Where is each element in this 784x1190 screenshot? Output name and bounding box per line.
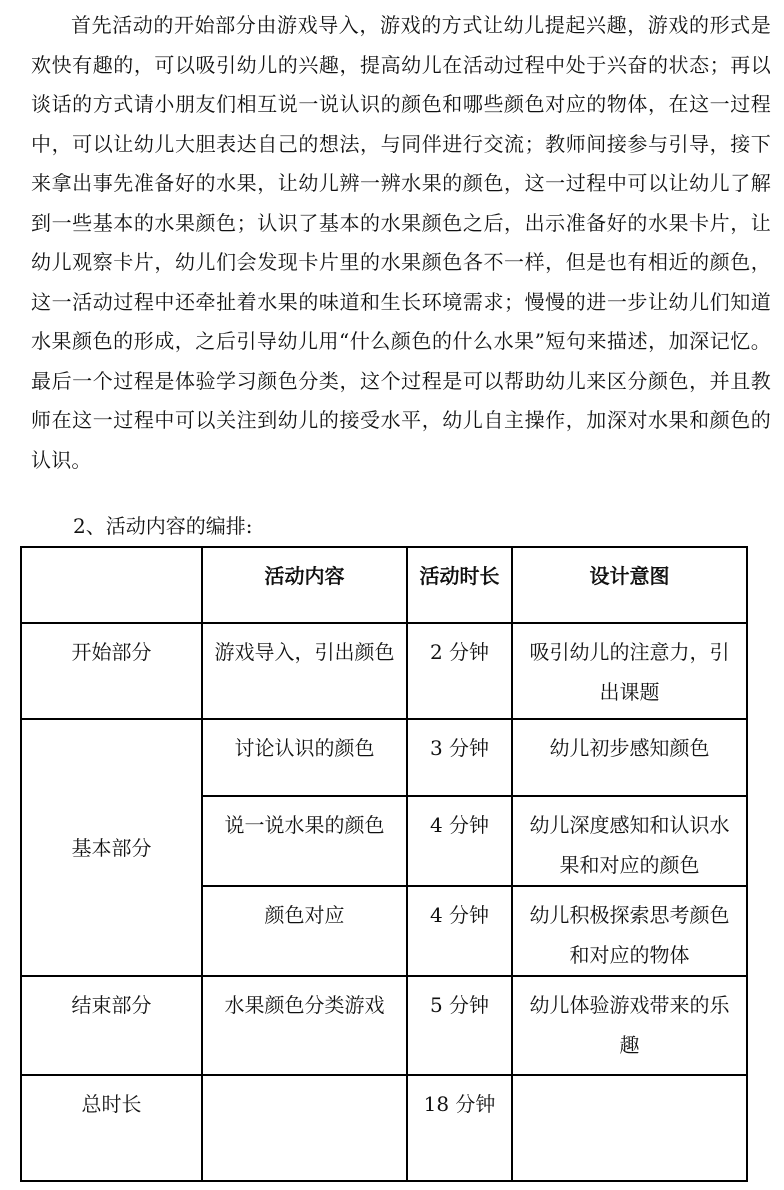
activity-duration-cell: 4 分钟 [407,886,512,976]
header-cell-duration: 活动时长 [407,547,512,623]
total-duration-cell: 18 分钟 [407,1075,512,1181]
activity-table [20,546,748,1182]
activity-duration-cell: 2 分钟 [407,623,512,719]
section-label-basic: 基本部分 [21,719,202,976]
activity-content-cell: 水果颜色分类游戏 [202,976,407,1075]
section-label-total: 总时长 [21,1075,202,1181]
table-row [21,623,747,719]
header-cell-intent: 设计意图 [512,547,747,623]
activity-content-cell: 颜色对应 [202,886,407,976]
header-cell-blank [21,547,202,623]
section-label-start: 开始部分 [21,623,202,719]
activity-content-cell: 说一说水果的颜色 [202,796,407,886]
design-intent-cell: 幼儿体验游戏带来的乐趣 [512,976,747,1075]
activity-content-cell: 讨论认识的颜色 [202,719,407,796]
intro-paragraph: 首先活动的开始部分由游戏导入，游戏的方式让幼儿提起兴趣，游戏的形式是欢快有趣的，可以吸引幼儿的兴趣，提高幼儿在活动过程中处于兴奋的状态；再以谈话的方式请小朋友们相互说一说认识的颜色和哪些颜色对应的物体，在这一过程中，可以让幼儿大胆表达自己的想法，与同伴进行交流；教师间接参与引导，接下来拿出事先准备好的水果，让幼儿辨一辨水果的颜色，这一过程中可以让幼儿了解到一些基本的水果颜色；认识了基本的水果颜色之后，出示准备好的水果卡片，让幼儿观察卡片，幼儿们会发现卡片里的水果颜色各不一样，但是也有相近的颜色，这一活动过程中还牵扯着水果的味道和生长环境需求；慢慢的进一步让幼儿们知道水果颜色的形成，之后引导幼儿用“什么颜色的什么水果”短句来描述，加深记忆。最后一个过程是体验学习颜色分类，这个过程是可以帮助幼儿来区分颜色，并且教师在这一过程中可以关注到幼儿的接受水平，幼儿自主操作，加深对水果和颜色的认识。 [31,13,771,472]
activity-duration-cell: 5 分钟 [407,976,512,1075]
header-cell-content: 活动内容 [202,547,407,623]
activity-content-cell: 游戏导入，引出颜色 [202,623,407,719]
table-row [21,976,747,1075]
activity-duration-cell: 3 分钟 [407,719,512,796]
design-intent-cell: 吸引幼儿的注意力，引出课题 [512,623,747,719]
design-intent-cell: 幼儿初步感知颜色 [512,719,747,796]
activity-content-cell [202,1075,407,1181]
activity-duration-cell: 4 分钟 [407,796,512,886]
design-intent-cell: 幼儿深度感知和认识水果和对应的颜色 [512,796,747,886]
table-row-total [21,1075,747,1181]
section-heading: 2、活动内容的编排: [73,514,253,538]
section-label-end: 结束部分 [21,976,202,1075]
design-intent-cell [512,1075,747,1181]
design-intent-cell: 幼儿积极探索思考颜色和对应的物体 [512,886,747,976]
table-header-row [21,547,747,623]
table-row [21,719,747,796]
